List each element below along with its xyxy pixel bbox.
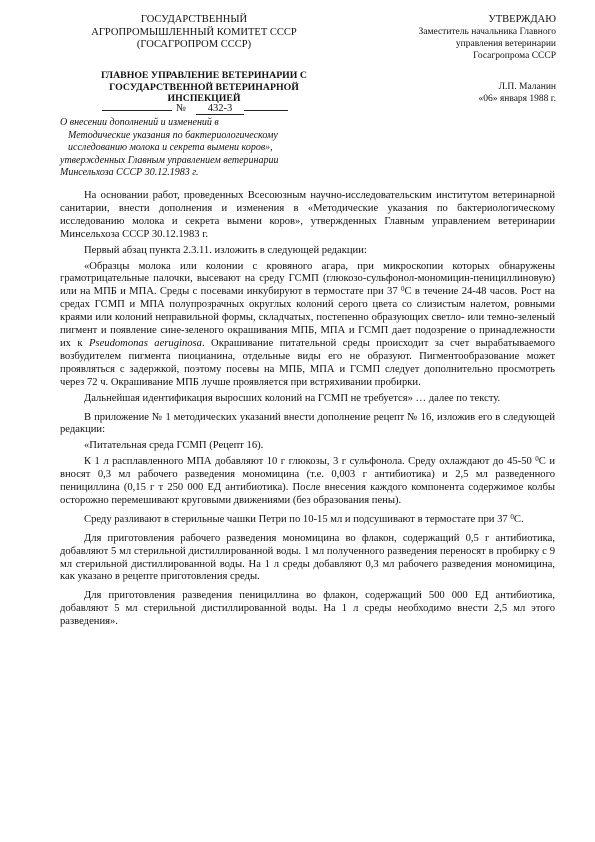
approval-signatory: Л.П. Маланин <box>498 82 556 92</box>
subject-line-5: Минсельхоза СССР 30.12.1983 г. <box>60 167 199 179</box>
number-blank-line-2 <box>244 110 288 111</box>
degree-sup: 0 <box>400 285 405 294</box>
degree-sup: 0 <box>510 512 514 521</box>
paragraph-3: «Образцы молока или колонии с кровяного агара, при микроскопии которых обнаружены грамотрицательные палочки, высевают на среду ГСМП (глюкозо-сульфонол-мономицин-пенициллиновую) или на МПБ и МПА. Среды с посевами инкубируют в термостате при 37 $^0$С в течение 24-48 часов. Рост на средах ГСМП и МПА полупрозрачных округлых колоний серого цвета со слизистым налетом, ровными краями или колоний неправильной формы, складчатых, постепенно образующих светло- или темно-зеленый пигмент и появление сине-зеленого окрашивания МПБ, МПА и ГСМП дает подозрение о принадлежности их к Pseudomonas aeruginosa. Окрашивание питательной среды происходит за счет вырабатываемого возбудителем пигмента пиоцианина, отдельные виды его не образуют. Пигментообразование может проявляться с задержкой, поэтому посевы на МПБ, МПА и ГСМП следует дополнительно просмотреть через 72 ч. Окрашивание МПБ лучше проявляется при встряхивании пробирки. <box>60 260 556 388</box>
number-value: 432-3 <box>196 103 244 115</box>
paragraph-2: Первый абзац пункта 2.3.11. изложить в следующей редакции: <box>84 244 367 256</box>
latin-name: Pseudomonas aeruginosa <box>89 337 202 349</box>
subject-line-2: Методические указания по бактериологическому <box>68 129 278 141</box>
paragraph-8: Среду разливают в стерильные чашки Петри по 10-15 мл и подсушивают в термостате при 37 $^0$С. <box>84 512 524 525</box>
approval-line-2: управления ветеринарии <box>455 39 556 49</box>
paragraph-9: Для приготовления рабочего разведения мономицина во флакон, содержащий 0,5 г антибиотика, добавляют 5 мл стерильной дистиллированной воды. 1 мл полученного разведения переносят в пробирку с 9 мл стерильной дистиллированной воды. На 1 л среды добавляют 0,3 мл рабочего разведения мономицина, как указано в рецепте приготовления среды. <box>60 532 555 583</box>
subject-line-3: исследованию молока и секрета вымени коров», <box>68 142 273 154</box>
approval-block <box>370 14 556 105</box>
paragraph-10: Для приготовления разведения пенициллина во флакон, содержащий 500 000 ЕД антибиотика, добавляют 5 мл стерильной дистиллированной воды. На 1 л среды необходимо внести 2,5 мл этого разведения». <box>60 590 555 628</box>
issuer-line-3: (ГОСАГРОПРОМ СССР) <box>136 39 252 50</box>
approval-date: «06» января 1988 г. <box>478 94 556 104</box>
department-line-1: ГЛАВНОЕ УПРАВЛЕНИЕ ВЕТЕРИНАРИИ С <box>101 70 307 81</box>
subject-line-4: утвержденных Главным управлением ветеринарии <box>60 154 279 166</box>
approval-line-1: Заместитель начальника Главного <box>418 27 556 37</box>
document-number <box>102 103 288 115</box>
department-line-3: ИНСПЕКЦИЕЙ <box>167 93 241 104</box>
issuer-block <box>84 14 304 52</box>
degree-sup: 0 <box>535 455 539 464</box>
paragraph-6: «Питательная среда ГСМП (Рецепт 16). <box>84 440 264 452</box>
department-line-2: ГОСУДАРСТВЕННОЙ ВЕТЕРИНАРНОЙ <box>109 81 299 93</box>
approval-title: УТВЕРЖДАЮ <box>488 14 556 25</box>
approval-line-3: Госагропрома СССР <box>473 51 556 61</box>
paragraph-1: На основании работ, проведенных Всесоюзным научно-исследовательским институтом ветеринарной санитарии, внести дополнения и изменения в «Методические указания по бактериологическому исследованию молока и секрета вымени коров», утвержденных Главным управлением ветеринарии Минсельхоза СССР 30.12.1983 г. <box>60 190 555 240</box>
issuer-line-1: ГОСУДАРСТВЕННЫЙ <box>140 14 248 25</box>
number-blank-line <box>102 110 172 111</box>
number-sign: № <box>176 103 187 114</box>
paragraph-5: В приложение № 1 методических указаний внести дополнение рецепт № 16, изложив его в следующей редакции: <box>60 411 555 436</box>
department-block <box>84 70 324 105</box>
paragraph-7: К 1 л расплавленного МПА добавляют 10 г глюкозы, 3 г сульфонола. Среду охлаждают до 45-50 $^0$С и вносят 0,3 мл рабочего разведения мономицина (т.е. 0,003 г антибиотика) и 2,5 мл разведенного пенициллина (0,15 г т 250 000 ЕД антибиотика). После внесения каждого компонента содержимое колбы осторожно перемешивают круговыми движениями (без образования пены). <box>60 455 556 506</box>
document-body <box>60 190 555 632</box>
paragraph-4: Дальнейшая идентификация выросших колоний на ГСМП не требуется» … далее по тексту. <box>84 392 501 404</box>
issuer-line-2: АГРОПРОМЫШЛЕННЫЙ КОМИТЕТ СССР <box>91 26 297 38</box>
subject-line-1: О внесении дополнений и изменений в <box>60 117 219 128</box>
document-subject <box>60 117 322 180</box>
